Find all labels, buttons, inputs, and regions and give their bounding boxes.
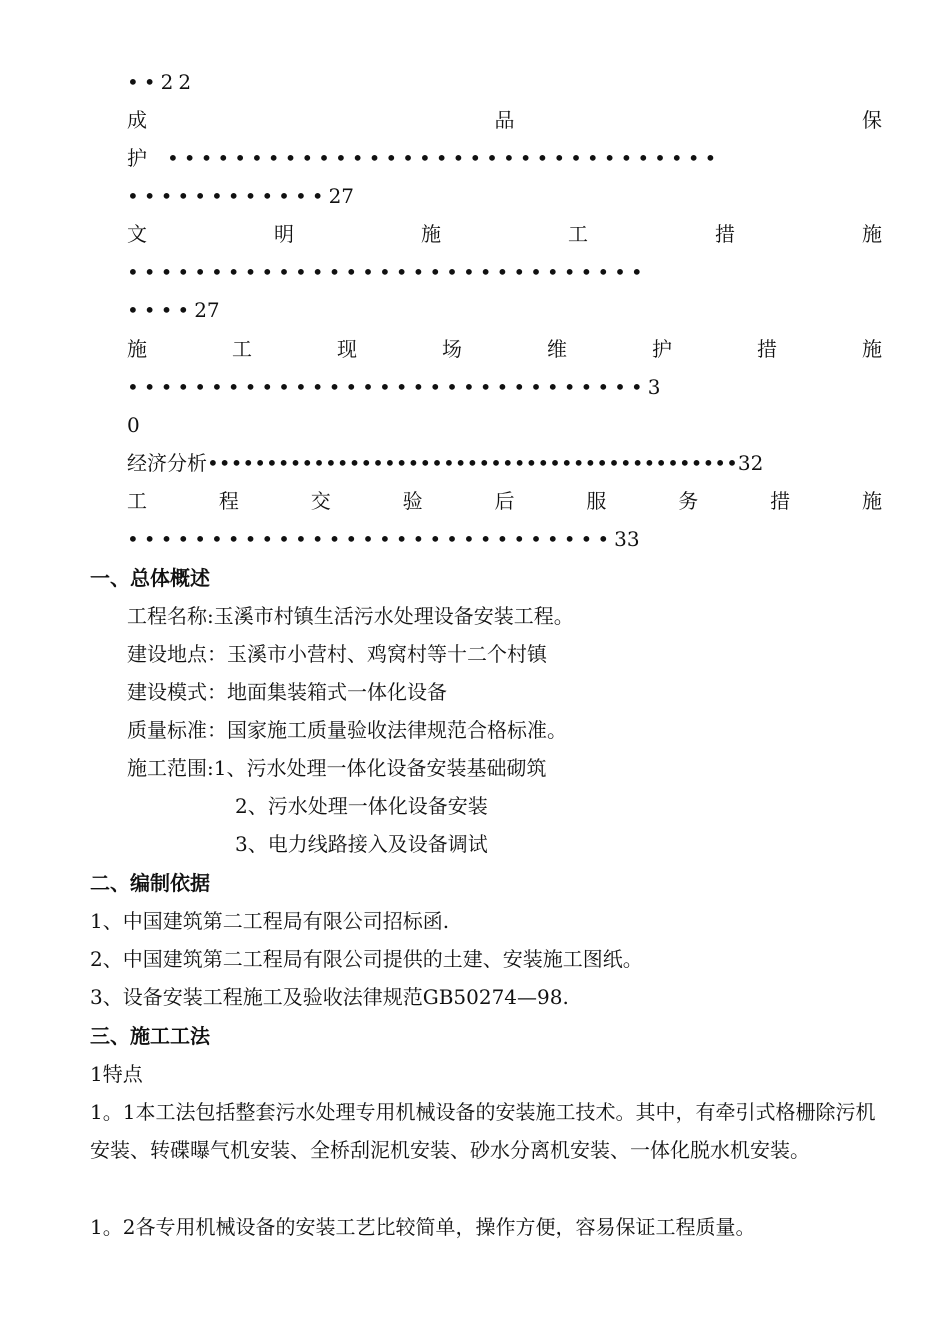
toc-entry-wenming-page: ••••27 bbox=[127, 298, 220, 322]
toc-entry-wenming-title: 文 明 施 工 措 施 bbox=[127, 222, 882, 246]
toc-entry-fuwu-leader: •••••••••••••••••••••••••••••33 bbox=[127, 527, 640, 551]
project-name: 工程名称:玉溪市村镇生活污水处理设备安装工程。 bbox=[127, 604, 574, 628]
paragraph: 1。1本工法包括整套污水处理专用机械设备的安装施工技术。其中，有牵引式格栅除污机安装、转碟曝气机安装、全桥刮泥机安装、砂水分离机安装、一体化脱水机安装。 bbox=[90, 1100, 876, 1162]
toc-char: 成 bbox=[127, 108, 147, 132]
toc-entry-weihu-title: 施 工 现 场 维 护 措 施 bbox=[127, 337, 882, 361]
toc-entry-fuwu-title: 工 程 交 验 后 服 务 措 施 bbox=[127, 489, 882, 513]
section-heading-overview: 一、总体概述 bbox=[90, 566, 210, 590]
project-scope: 施工范围:1、污水处理一体化设备安装基础砌筑 bbox=[127, 756, 547, 780]
section-heading-basis: 二、编制依据 bbox=[90, 871, 210, 895]
toc-page-number: 27 bbox=[328, 184, 355, 208]
toc-char: 保 bbox=[862, 108, 882, 132]
project-scope-item: 3、电力线路接入及设备调试 bbox=[235, 832, 488, 856]
toc-entry-baohu-title bbox=[127, 101, 882, 139]
project-mode: 建设模式：地面集装箱式一体化设备 bbox=[127, 680, 447, 704]
toc-page-number: 27 bbox=[194, 298, 220, 322]
subsection-title: 1特点 bbox=[90, 1062, 143, 1086]
toc-entry-wenming-leader: ••••••••••••••••••••••••••••••• bbox=[127, 260, 648, 284]
toc-fragment: ••22 bbox=[127, 70, 197, 94]
toc-char: 品 bbox=[494, 108, 515, 132]
toc-entry-baohu-leader: 护 ••••••••••••••••••••••••••••••••• bbox=[127, 146, 722, 170]
toc-page-number: 32 bbox=[737, 451, 764, 475]
basis-item: 2、中国建筑第二工程局有限公司提供的土建、安装施工图纸。 bbox=[90, 947, 643, 971]
toc-page-number: 3 bbox=[647, 375, 661, 399]
toc-entry-baohu-page: ••••••••••••27 bbox=[127, 184, 355, 208]
section-heading-method: 三、施工工法 bbox=[90, 1024, 210, 1048]
project-quality: 质量标准：国家施工质量验收法律规范合格标准。 bbox=[127, 718, 567, 742]
toc-entry-weihu-page: 0 bbox=[127, 413, 140, 437]
project-scope-item: 2、污水处理一体化设备安装 bbox=[235, 794, 488, 818]
paragraph: 1。2各专用机械设备的安装工艺比较简单，操作方便，容易保证工程质量。 bbox=[90, 1215, 756, 1239]
basis-item: 3、设备安装工程施工及验收法律规范GB50274—98. bbox=[90, 985, 569, 1009]
toc-page-number: 33 bbox=[614, 527, 640, 551]
project-location: 建设地点：玉溪市小营村、鸡窝村等十二个村镇 bbox=[127, 642, 547, 666]
toc-entry-weihu-leader: •••••••••••••••••••••••••••••••3 bbox=[127, 375, 661, 399]
toc-entry-jingji: 经济分析•••••••••••••••••••••••••••••••••••••••••••••32 bbox=[127, 451, 764, 475]
basis-item: 1、中国建筑第二工程局有限公司招标函. bbox=[90, 909, 450, 933]
